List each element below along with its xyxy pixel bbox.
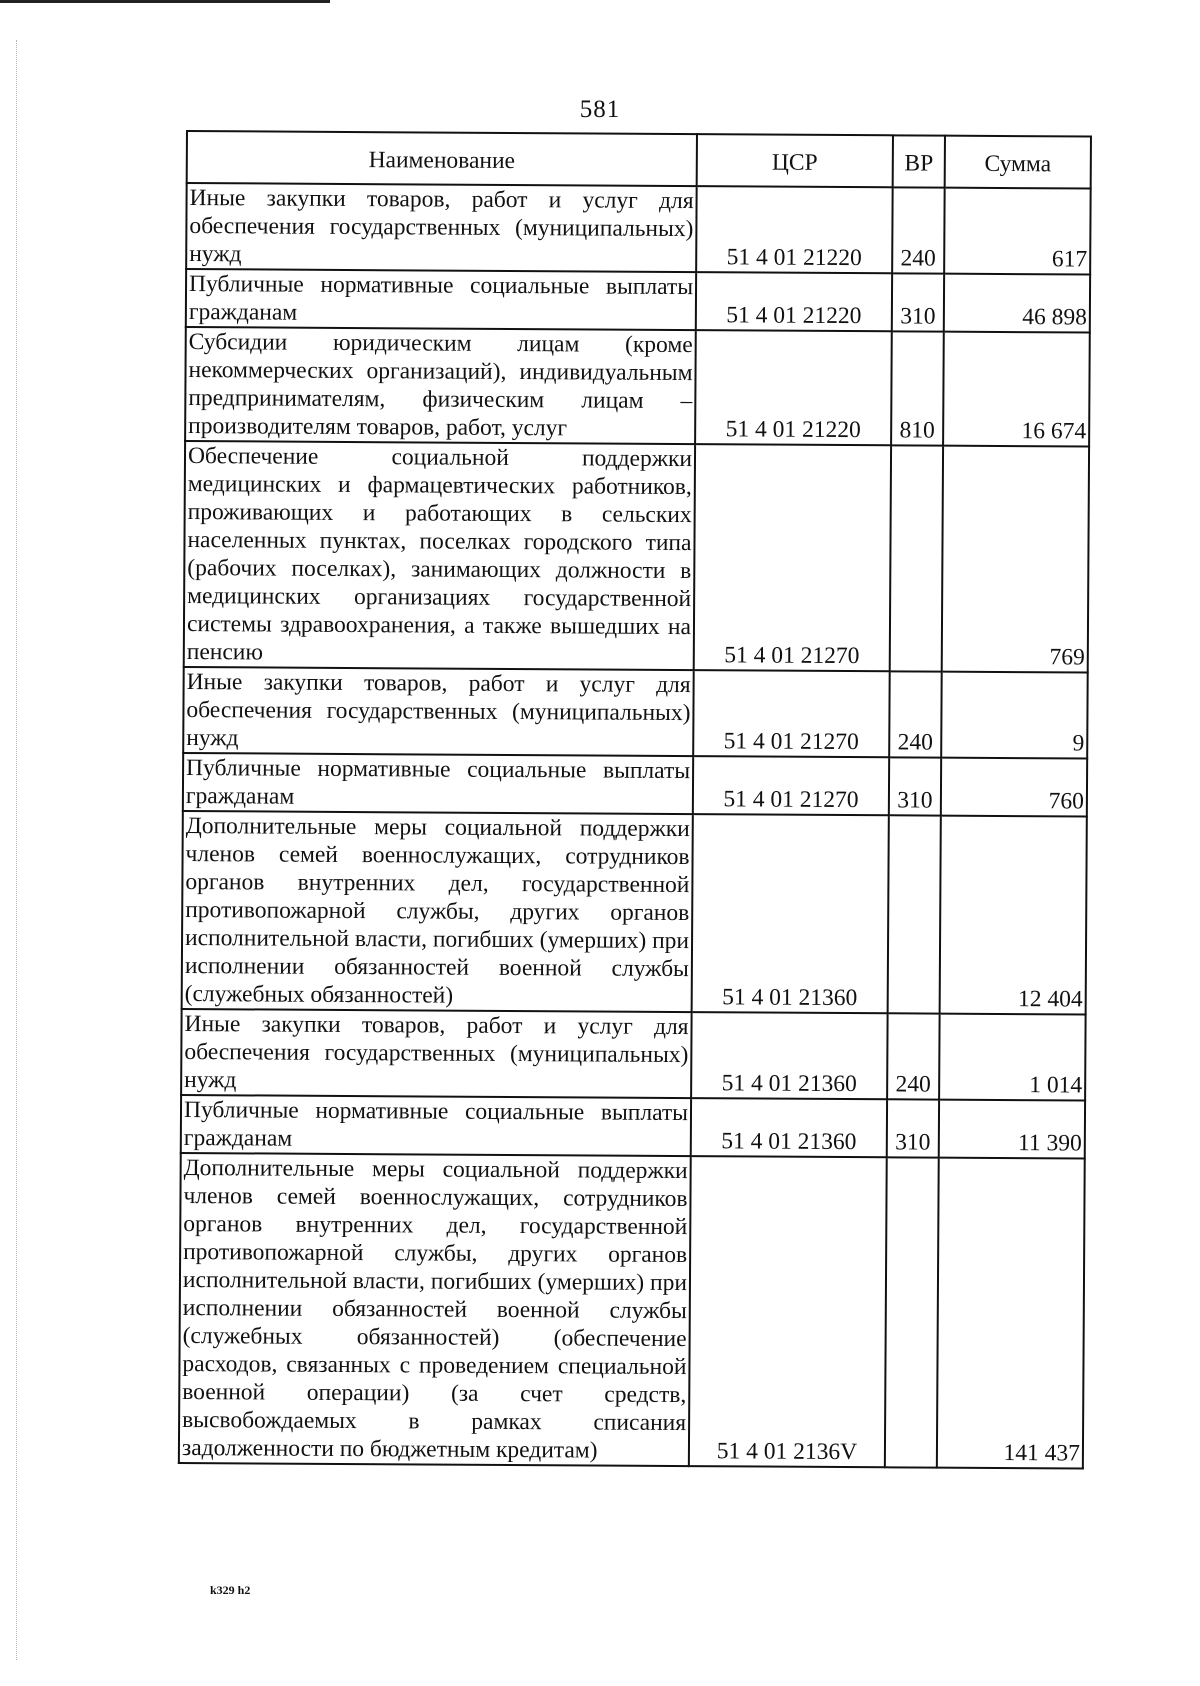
document-code: k329 h2 — [210, 1583, 251, 1597]
header-name: Наименование — [187, 131, 697, 186]
cell-name: Дополнительные меры социальной поддержки членов семей военнослужащих, сотрудников органов внутренних дел, государственной противопожарной службы, других органов исполнительной власти, погибших (умерших) при исполнении обязанностей военной службы (служебных обязанностей) (обеспечение расходов, связанных с проведением специальной военной операции) (за счет средств, высвобождаемых в рамках списания задолженности по бюджетным кредитам) — [179, 1153, 691, 1466]
cell-name: Дополнительные меры социальной поддержки членов семей военнослужащих, сотрудников органов внутренних дел, государственной противопожарной службы, других органов исполнительной власти, погибших (умерших) при исполнении обязанностей военной службы (служебных обязанностей) — [182, 811, 693, 1012]
cell-csr: 51 4 01 21270 — [693, 670, 890, 757]
table-row — [186, 183, 1091, 275]
cell-name: Публичные нормативные социальные выплаты гражданам — [186, 269, 696, 330]
cell-vr — [888, 815, 941, 1013]
cell-csr: 51 4 01 21220 — [696, 272, 892, 331]
cell-name: Иные закупки товаров, работ и услуг для обеспечения государственных (муниципальных) нужд — [186, 183, 697, 272]
cell-name: Обеспечение социальной поддержки медицинских и фармацевтических работников, проживающих и работающих в сельских населенных пунктах, поселках городского типа (рабочих поселках), занимающих должности в медицинских организациях государственной системы здравоохранения, а также вышедших на пенсию — [184, 441, 695, 670]
cell-csr: 51 4 01 21360 — [691, 1098, 887, 1157]
scan-margin-dots — [16, 40, 18, 1660]
table-header-row — [187, 131, 1091, 189]
cell-sum: 760 — [941, 758, 1087, 817]
table-row — [179, 1153, 1085, 1469]
cell-vr — [890, 445, 943, 671]
cell-vr: 240 — [889, 671, 942, 757]
cell-name: Публичные нормативные социальные выплаты гражданам — [183, 753, 693, 814]
table-row — [184, 441, 1089, 673]
table-row — [183, 753, 1087, 817]
cell-sum: 141 437 — [937, 1158, 1085, 1469]
cell-name: Субсидии юридическим лицам (кроме некоммерческих организаций), индивидуальным предпринимателям, физическим лицам – производителям товаров, работ, услуг — [185, 327, 696, 444]
cell-vr: 310 — [889, 757, 941, 815]
cell-csr: 51 4 01 21220 — [695, 330, 892, 445]
table-row — [182, 811, 1087, 1015]
cell-csr: 51 4 01 21360 — [692, 814, 889, 1013]
cell-sum: 1 014 — [939, 1014, 1086, 1101]
cell-csr: 51 4 01 2136V — [689, 1156, 887, 1467]
table-row — [186, 269, 1090, 333]
table-row — [185, 327, 1090, 447]
cell-vr: 240 — [892, 187, 945, 273]
table-row — [183, 667, 1088, 759]
cell-sum: 46 898 — [944, 274, 1090, 333]
cell-vr: 310 — [892, 273, 944, 331]
scan-edge-line — [0, 0, 330, 3]
header-vr: ВР — [893, 135, 945, 187]
cell-csr: 51 4 01 21220 — [696, 186, 893, 273]
cell-vr — [885, 1157, 939, 1467]
table-row — [181, 1009, 1086, 1101]
cell-sum: 769 — [942, 446, 1089, 673]
budget-table — [178, 130, 1092, 1470]
cell-name: Иные закупки товаров, работ и услуг для обеспечения государственных (муниципальных) нужд — [183, 667, 694, 756]
cell-csr: 51 4 01 21270 — [693, 756, 889, 815]
header-sum: Сумма — [945, 136, 1091, 189]
cell-sum: 617 — [944, 188, 1091, 275]
cell-csr: 51 4 01 21360 — [691, 1012, 888, 1099]
cell-name: Иные закупки товаров, работ и услуг для обеспечения государственных (муниципальных) нужд — [181, 1009, 692, 1098]
cell-sum: 11 390 — [939, 1100, 1085, 1159]
cell-vr: 310 — [887, 1099, 939, 1157]
cell-vr: 240 — [887, 1013, 940, 1099]
cell-csr: 51 4 01 21270 — [694, 444, 891, 671]
cell-sum: 9 — [941, 672, 1088, 759]
cell-vr: 810 — [891, 331, 944, 445]
table-row — [181, 1095, 1085, 1159]
page-number: 581 — [579, 96, 621, 123]
cell-sum: 16 674 — [943, 332, 1090, 447]
header-csr: ЦСР — [697, 134, 893, 187]
cell-name: Публичные нормативные социальные выплаты гражданам — [181, 1095, 691, 1156]
cell-sum: 12 404 — [940, 816, 1087, 1015]
